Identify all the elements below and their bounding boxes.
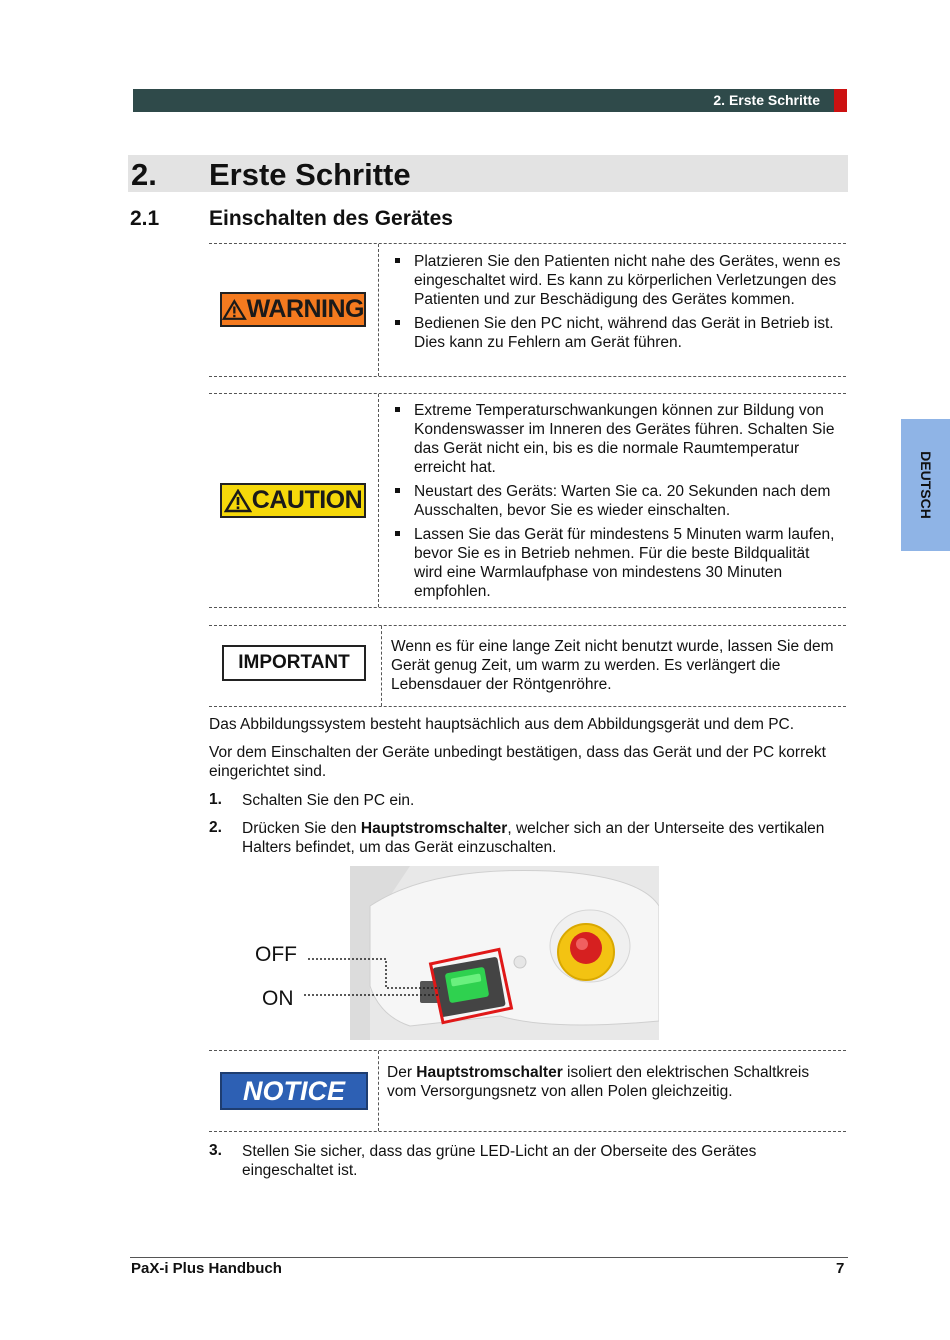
- box-divider: [378, 244, 379, 376]
- step-number: 2.: [209, 819, 222, 836]
- language-tab-label: DEUTSCH: [917, 451, 934, 519]
- warning-list: [386, 252, 841, 357]
- step-number: 1.: [209, 791, 222, 808]
- step-number: 3.: [209, 1142, 222, 1159]
- step-text: Drücken Sie den Hauptstromschalter, welcher sich an der Unterseite des vertikalen Halters befindet, um das Gerät einzuschalten.: [242, 820, 825, 856]
- device-photo: [350, 866, 659, 1040]
- warning-badge-label: WARNING: [246, 295, 364, 323]
- language-tab[interactable]: [901, 419, 950, 551]
- label-off: OFF: [255, 943, 297, 966]
- list-item: Bedienen Sie den PC nicht, während das Gerät in Betrieb ist. Dies kann zu Fehlern am Gerät führen.: [386, 314, 841, 352]
- body-paragraph: Vor dem Einschalten der Geräte unbedingt bestätigen, dass das Gerät und der PC korrekt eingerichtet sind.: [209, 744, 826, 780]
- important-text: Wenn es für eine lange Zeit nicht benutzt wurde, lassen Sie dem Gerät genug Zeit, um warm zu werden. Es verlängert die Lebensdauer der Röntgenröhre.: [391, 638, 834, 693]
- header-accent: [834, 89, 847, 112]
- important-badge: IMPORTANT: [222, 645, 366, 681]
- page-number: 7: [836, 1260, 845, 1277]
- list-item: Platzieren Sie den Patienten nicht nahe des Gerätes, wenn es eingeschaltet wird. Es kann zu körperlichen Verletzungen des Patienten und zur Beschädigung des Gerätes kommen.: [386, 252, 841, 309]
- caution-triangle-icon: [224, 489, 252, 513]
- notice-text: Der Hauptstromschalter isoliert den elektrischen Schaltkreis vom Versorgungsnetz von allen Polen gleichzeitig.: [387, 1064, 810, 1100]
- important-box: [209, 625, 846, 707]
- step-text: Stellen Sie sicher, dass das grüne LED-Licht an der Oberseite des Gerätes eingeschaltet ist.: [242, 1143, 757, 1179]
- section-title: Einschalten des Gerätes: [209, 207, 453, 230]
- box-divider: [378, 1051, 379, 1131]
- box-divider: [381, 626, 382, 706]
- chapter-heading: [128, 155, 848, 192]
- header-bar: [133, 89, 834, 112]
- running-title: 2. Erste Schritte: [713, 92, 820, 108]
- caution-box: [209, 393, 846, 608]
- caution-badge: [220, 483, 366, 518]
- step-text: Schalten Sie den PC ein.: [242, 792, 415, 809]
- warning-badge: [220, 292, 366, 327]
- section-number: 2.1: [130, 207, 160, 230]
- caution-list: [386, 401, 841, 606]
- body-paragraph: Das Abbildungssystem besteht hauptsächlich aus dem Abbildungsgerät und dem PC.: [209, 716, 795, 733]
- device-illustration: [350, 866, 659, 1040]
- caution-badge-label: CAUTION: [251, 486, 363, 514]
- footer-title: PaX-i Plus Handbuch: [131, 1260, 282, 1277]
- box-divider: [378, 394, 379, 607]
- list-item: Lassen Sie das Gerät für mindestens 5 Minuten warm laufen, bevor Sie es in Betrieb nehmen. Für die beste Bildqualität wird eine Warmlaufphase von mindestens 30 Minuten empfohlen.: [386, 525, 841, 601]
- footer-rule: [130, 1257, 848, 1258]
- notice-badge: NOTICE: [220, 1072, 368, 1110]
- label-on: ON: [262, 987, 294, 1010]
- notice-box: [209, 1050, 846, 1132]
- list-item: Neustart des Geräts: Warten Sie ca. 20 Sekunden nach dem Ausschalten, bevor Sie es wieder einschalten.: [386, 482, 841, 520]
- warning-box: [209, 243, 846, 377]
- callout-lines: [300, 955, 440, 1000]
- bold-term: Hauptstromschalter: [416, 1064, 563, 1081]
- list-item: Extreme Temperaturschwankungen können zur Bildung von Kondenswasser im Inneren des Gerätes führen. Schalten Sie das Gerät nicht ein, bis es die normale Raumtemperatur erreicht hat.: [386, 401, 841, 477]
- chapter-number: 2.: [131, 157, 157, 192]
- chapter-title: Erste Schritte: [209, 157, 411, 192]
- bold-term: Hauptstromschalter: [360, 820, 508, 837]
- warning-triangle-icon: [222, 298, 247, 322]
